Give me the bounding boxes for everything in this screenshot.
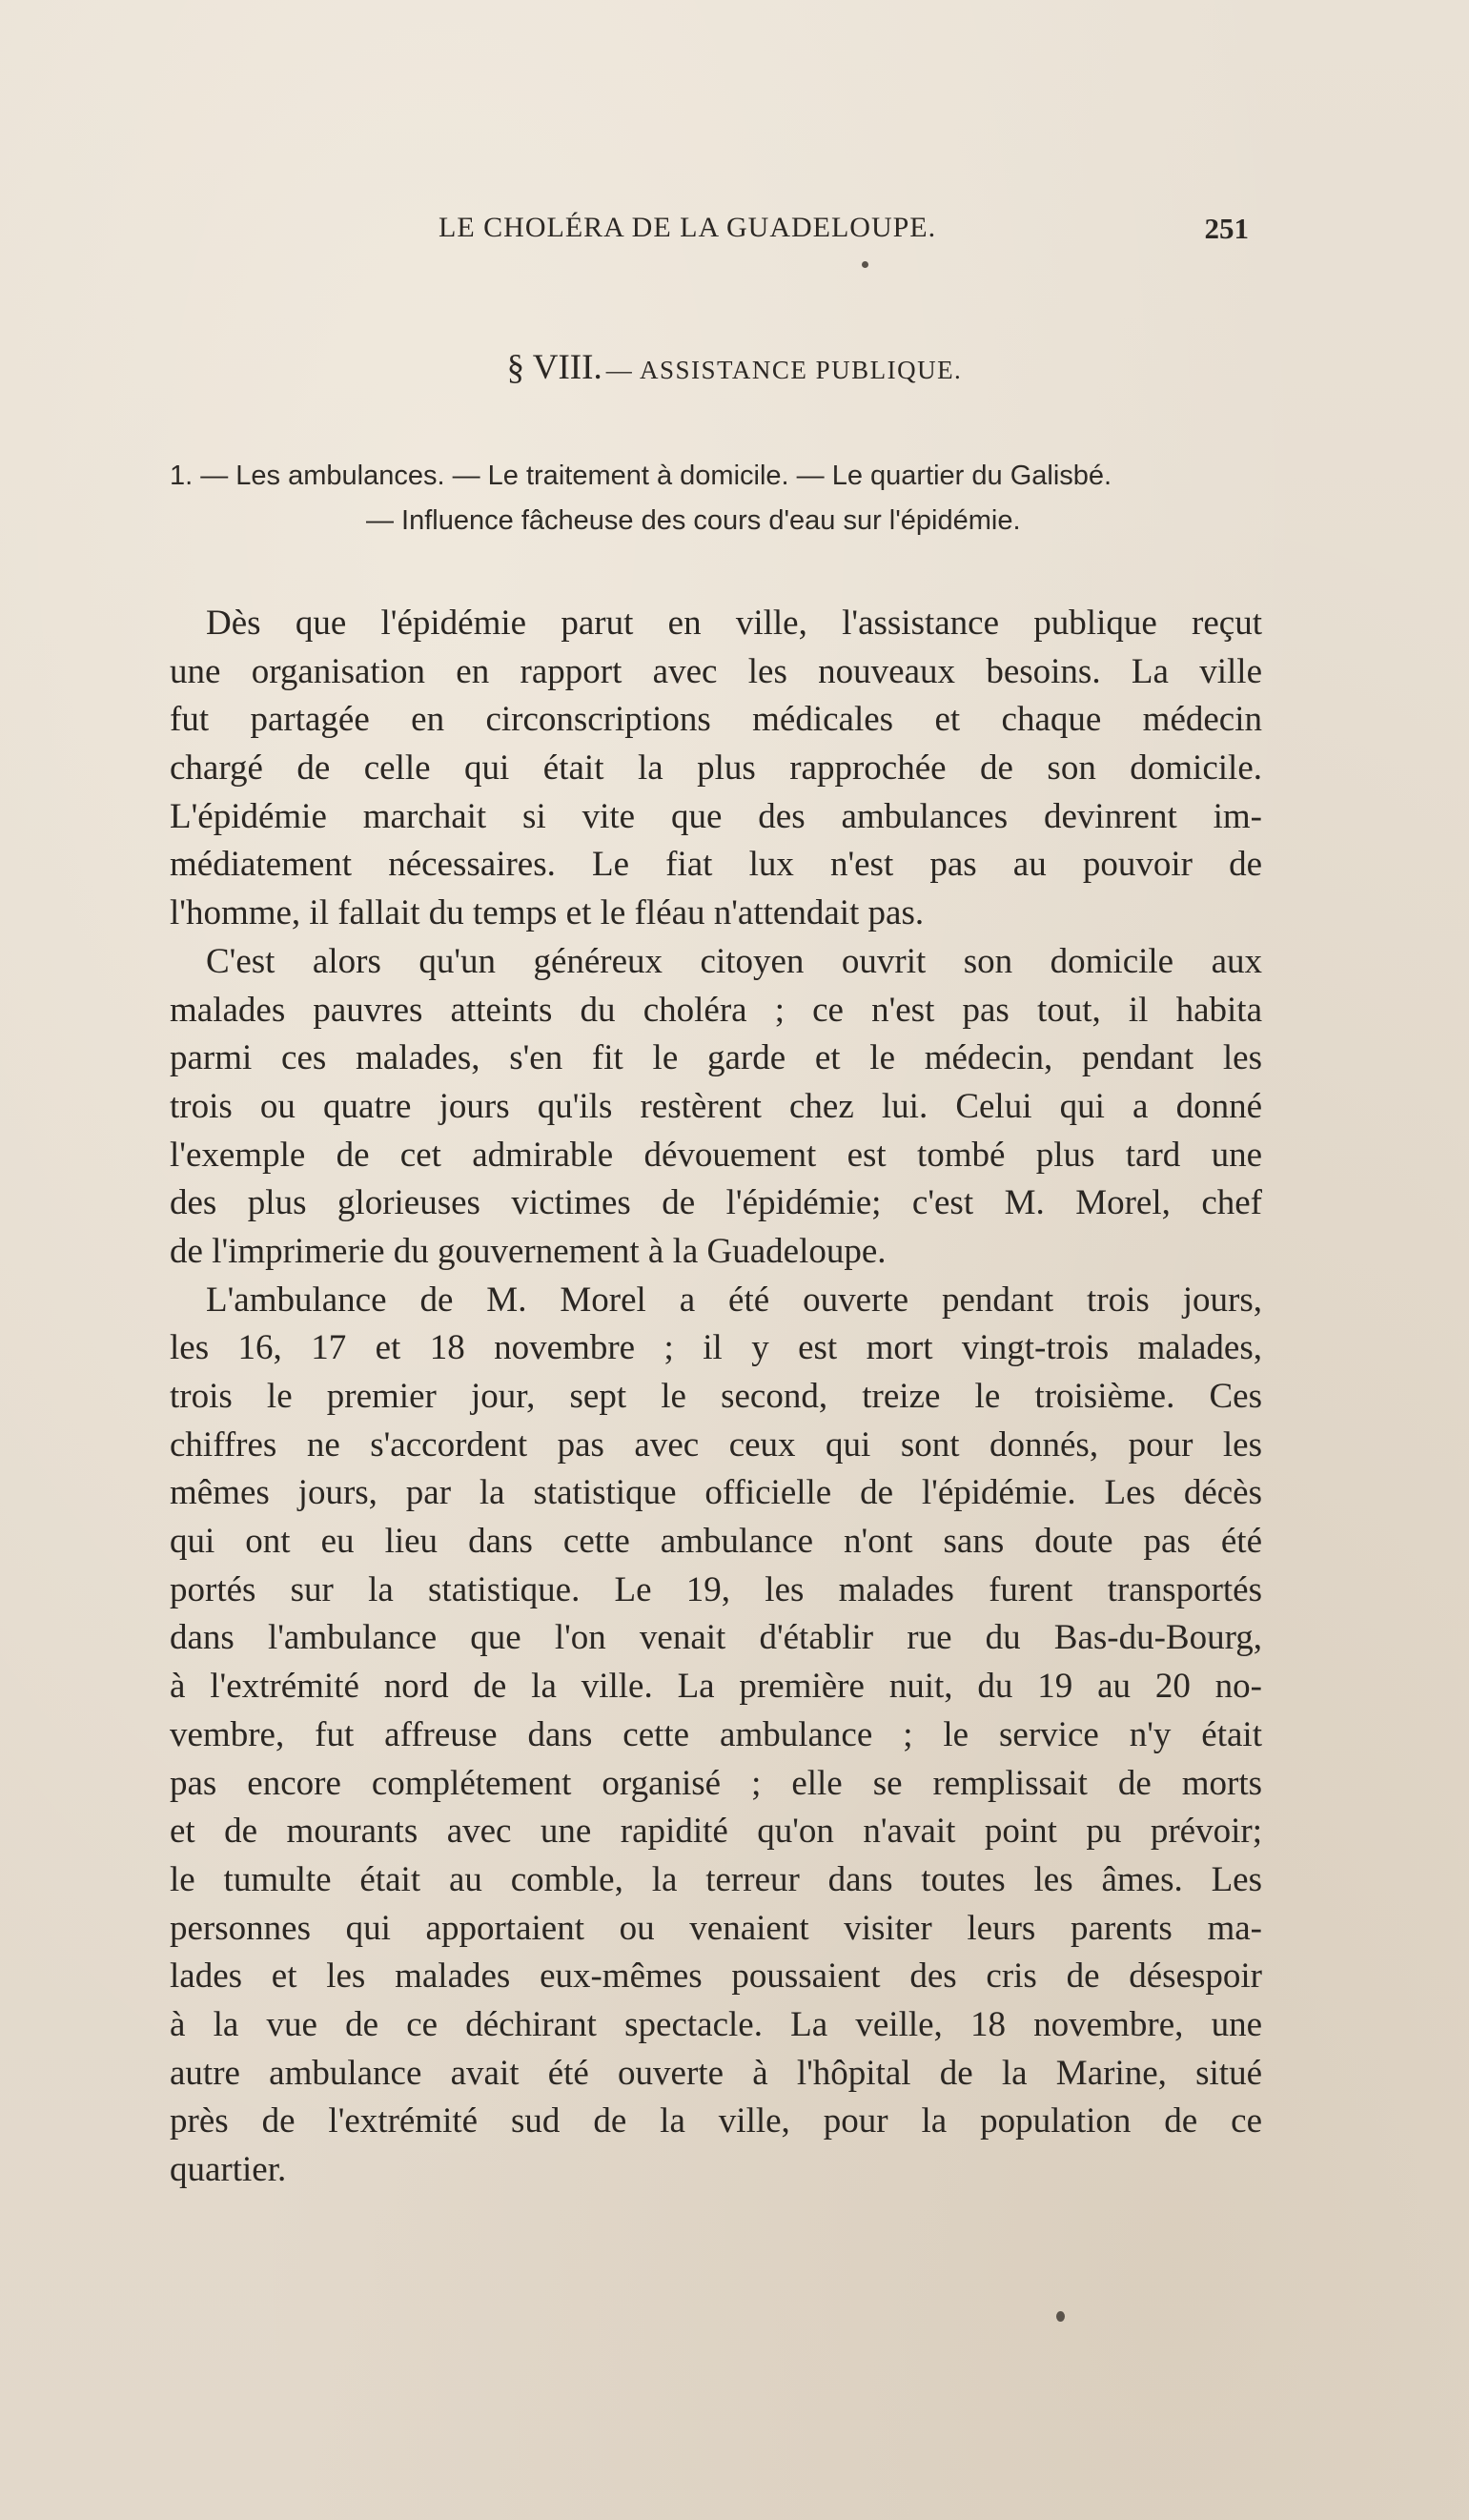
text-line: quartier. [170,2150,287,2189]
text-line: portés sur la statistique. Le 19, les malades furent transportés [170,1569,1262,1609]
text-line: dans l'ambulance que l'on venait d'établir rue du Bas-du-Bourg, [170,1618,1262,1658]
section-summary [170,454,1261,543]
text-line: fut partagée en circonscriptions médicales et chaque médecin [170,700,1262,740]
text-line: à la vue de ce déchirant spectacle. La veille, 18 novembre, une [170,2004,1262,2044]
running-title: LE CHOLÉRA DE LA GUADELOUPE. [439,212,937,243]
print-speck [862,261,868,268]
text-line: près de l'extrémité sud de la ville, pour la population de ce [170,2101,1262,2141]
section-number: § VIII. [506,348,602,387]
text-line: l'homme, il fallait du temps et le fléau n'attendait pas. [170,893,925,933]
section-heading [0,347,1469,388]
text-line: mêmes jours, par la statistique officielle de l'épidémie. Les décès [170,1473,1262,1513]
page-header [439,212,1249,257]
summary-line: 1. — Les ambulances. — Le traitement à domicile. — Le quartier du Galisbé. [170,461,1112,491]
text-line: malades pauvres atteints du choléra ; ce n'est pas tout, il habita [170,990,1262,1030]
text-line: des plus glorieuses victimes de l'épidémie; c'est M. Morel, chef [170,1183,1262,1223]
text-line: qui ont eu lieu dans cette ambulance n'ont sans doute pas été [170,1522,1262,1562]
summary-line: — Influence fâcheuse des cours d'eau sur l'épidémie. [366,505,1021,536]
section-title: — ASSISTANCE PUBLIQUE. [605,356,963,384]
print-speck [1056,2311,1065,2322]
text-line: à l'extrémité nord de la ville. La première nuit, du 19 au 20 no- [170,1667,1262,1707]
text-line: C'est alors qu'un généreux citoyen ouvrit son domicile aux [206,941,1262,981]
text-line: trois le premier jour, sept le second, treize le troisième. Ces [170,1377,1262,1416]
text-line: les 16, 17 et 18 novembre ; il y est mort vingt-trois malades, [170,1328,1262,1368]
text-line: Dès que l'épidémie parut en ville, l'assistance publique reçut [206,604,1262,643]
text-line: le tumulte était au comble, la terreur dans toutes les âmes. Les [170,1859,1262,1899]
text-line: et de mourants avec une rapidité qu'on n'avait point pu prévoir; [170,1812,1262,1852]
text-line: l'exemple de cet admirable dévouement est tombé plus tard une [170,1135,1262,1175]
text-line: pas encore complétement organisé ; elle se remplissait de morts [170,1763,1262,1803]
text-line: chiffres ne s'accordent pas avec ceux qui sont donnés, pour les [170,1424,1262,1465]
text-line: L'ambulance de M. Morel a été ouverte pendant trois jours, [206,1280,1262,1320]
text-line: de l'imprimerie du gouvernement à la Guadeloupe. [170,1231,887,1271]
text-line: médiatement nécessaires. Le fiat lux n'est pas au pouvoir de [170,845,1262,885]
text-line: lades et les malades eux-mêmes poussaient des cris de désespoir [170,1957,1262,1997]
page-number: 251 [1204,212,1249,245]
text-line: personnes qui apportaient ou venaient visiter leurs parents ma- [170,1908,1262,1948]
text-line: une organisation en rapport avec les nouveaux besoins. La ville [170,651,1262,691]
text-line: parmi ces malades, s'en fit le garde et le médecin, pendant les [170,1038,1262,1078]
text-line: autre ambulance avait été ouverte à l'hôpital de la Marine, situé [170,2053,1262,2093]
text-line: trois ou quatre jours qu'ils restèrent chez lui. Celui qui a donné [170,1086,1262,1126]
text-line: vembre, fut affreuse dans cette ambulance ; le service n'y était [170,1714,1262,1754]
body-text [170,600,1262,2195]
text-line: L'épidémie marchait si vite que des ambulances devinrent im- [170,796,1262,836]
text-line: chargé de celle qui était la plus rapprochée de son domicile. [170,748,1262,789]
